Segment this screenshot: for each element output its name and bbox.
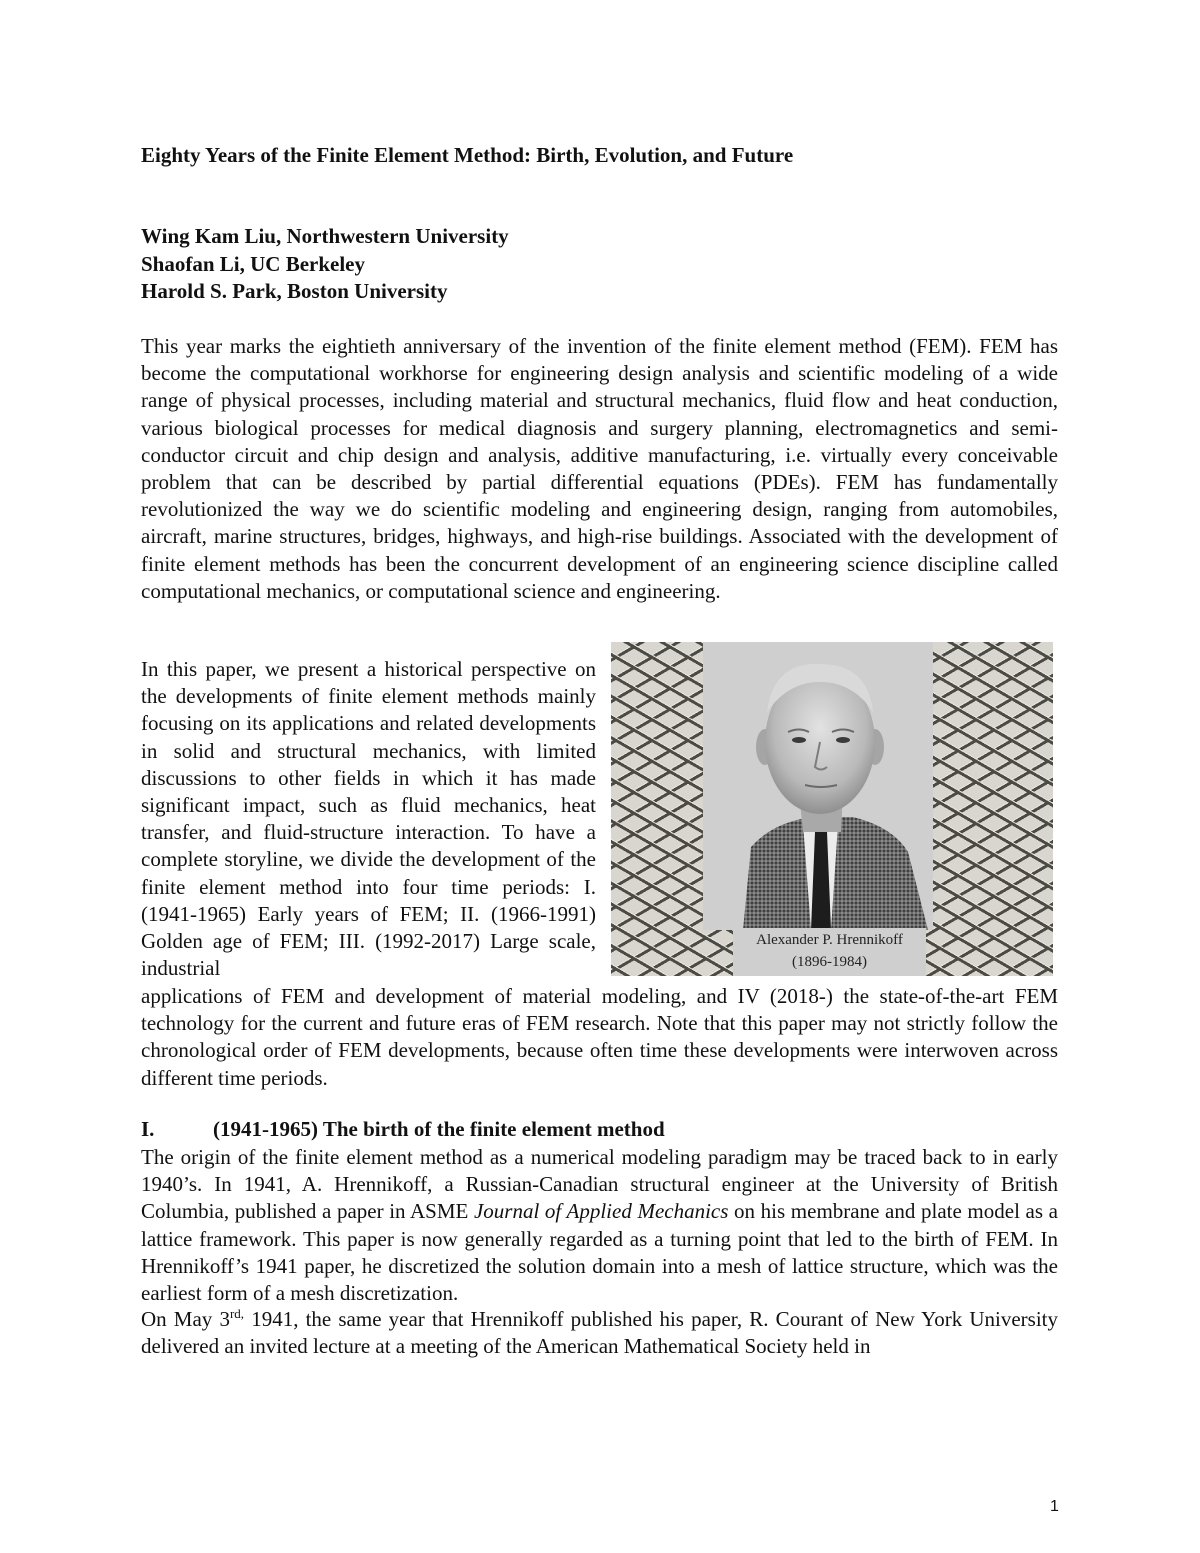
courant-text-b: 1941, the same year that Hrennikoff published his paper, R. Courant of New York University delivered an invited lecture at a meeting of the American Mathematical Society held in — [141, 1307, 1058, 1359]
caption-name: Alexander P. Hrennikoff — [756, 932, 903, 948]
author-line: Wing Kam Liu, Northwestern University — [141, 224, 509, 248]
ordinal-suffix: rd, — [229, 1306, 245, 1321]
section-heading — [141, 1115, 1058, 1143]
overview-paragraph-wrapped: In this paper, we present a historical perspective on the developments of finite element methods mainly focusing on its applications and related developments in solid and structural mechanics, with limited discussions to other fields in which it has made significant impact, such as fluid mechanics, heat transfer, and fluid-structure interaction. To have a complete storyline, we divide the development of the finite element method into four time periods: I. (1941-1965) Early years of FEM; II. (1966-1991) Golden age of FEM; III. (1992-2017) Large scale, industrial — [141, 657, 596, 981]
figure-caption — [733, 928, 926, 976]
section1-paragraph — [141, 1144, 1058, 1307]
courant-text-a: On May 3 — [141, 1307, 230, 1331]
page-number: 1 — [1050, 1498, 1059, 1515]
portrait-illustration — [703, 642, 933, 930]
section1-text-b: on his membrane and plate model as a lattice framework. This paper is now generally regarded as a turning point that led to the birth of FEM. In Hrennikoff’s 1941 paper, he discretized the solution domain into a mesh of lattice structure, which was the earliest form of a mesh discretization. — [141, 1199, 1058, 1306]
author-list — [141, 223, 1061, 306]
portrait-photo — [703, 642, 933, 930]
caption-years: (1896-1984) — [792, 954, 867, 970]
author-line: Shaofan Li, UC Berkeley — [141, 251, 366, 276]
paper-title: Eighty Years of the Finite Element Method: Birth, Evolution, and Future — [141, 143, 794, 167]
courant-paragraph — [141, 1306, 1058, 1360]
overview-paragraph-continued: applications of FEM and development of material modeling, and IV (2018-) the state-of-the-art FEM technology for the current and future eras of FEM research. Note that this paper may not strictly follow the chronological order of FEM developments, because often time these developments were interwoven across different time periods. — [141, 984, 1058, 1090]
section1-text-a: The origin of the finite element method as a numerical modeling paradigm may be traced back to in early 1940’s. In 1941, A. Hrennikoff, a Russian-Canadian structural engineer at the University of British Columbia, published a paper in ASME — [141, 1145, 1058, 1224]
intro-paragraph: This year marks the eightieth anniversary of the invention of the finite element method (FEM). FEM has become the computational workhorse for engineering design analysis and scientific modeling of a wide range of physical processes, including material and structural mechanics, fluid flow and heat conduction, various biological processes for medical diagnosis and surgery planning, electromagnetics and semi-conductor circuit and chip design and analysis, additive manufacturing, i.e. virtually every conceivable problem that can be described by partial differential equations (PDEs). FEM has fundamentally revolutionized the way we do scientific modeling and engineering design, ranging from automobiles, aircraft, marine structures, bridges, highways, and high-rise buildings. Associated with the development of finite element methods has been the concurrent development of an engineering science discipline called computational mechanics, or computational science and engineering. — [141, 334, 1058, 603]
portrait-figure — [611, 642, 1053, 976]
section-number: I. — [141, 1117, 155, 1141]
author-line: Harold S. Park, Boston University — [141, 279, 448, 303]
journal-name: Journal of Applied Mechanics — [473, 1199, 729, 1224]
section-title: (1941-1965) The birth of the finite element method — [213, 1117, 665, 1141]
